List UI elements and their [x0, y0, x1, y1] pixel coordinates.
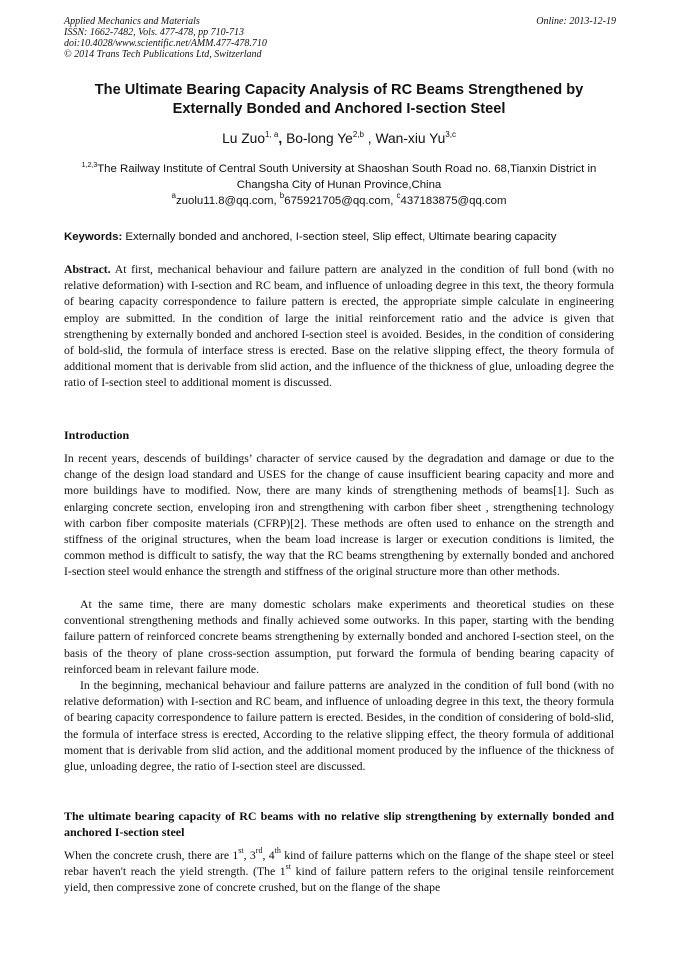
author-name: Bo-long Ye: [286, 131, 353, 146]
issn-line: ISSN: 1662-7482, Vols. 477-478, pp 710-713: [64, 27, 244, 38]
affiliation: [64, 158, 614, 193]
keywords: [64, 230, 624, 245]
journal-metadata: [64, 16, 267, 60]
copyright-line: © 2014 Trans Tech Publications Ltd, Switzerland: [64, 49, 262, 60]
text-run: , 4: [262, 849, 275, 862]
author-name: Wan-xiu Yu: [375, 131, 446, 146]
email-address[interactable]: zuolu11.8@qq.com: [175, 195, 274, 207]
online-date: Online: 2013-12-19: [536, 16, 616, 27]
text-run: When the concrete crush, there are 1: [64, 849, 239, 862]
abstract-text: At first, mechanical behaviour and failure pattern are analyzed in the condition of full bond (with no relative deformation) with I-section and RC beam, and influence of unloading degree in this text, the theory formula of bearing capacity correspondence to failure pattern is erected, the appropriate simple calculate in engineering employ are submitted. In the condition of large the initial reinforcement ratio and the advice is given that strengthening by externally bonded and anchored I-section steel is avoided. Besides, in the condition of considering of bold-slid, the formula of interface stress is erected. Base on the relative slipping effect, the theory formula of additional moment that is derivable from slid action, and the influence of the thickness of glue, unloading degree the ratio of I-section steel to additional moment is discussed.: [64, 263, 614, 390]
keywords-label: Keywords:: [64, 231, 123, 243]
ordinal-suffix: rd: [255, 846, 263, 855]
section-heading-introduction: Introduction: [64, 428, 130, 442]
paragraph: At the same time, there are many domestic scholars make experiments and theoretical studies on these conventional strengthening methods and finally achieved some outworks. In this paper, starting with the bending failure pattern of reinforced concrete beams strengthening by externally bonded and anchored I-section steel, on the basis of the theory of plane cross-section assumption, put forward the formula of bending bearing capacity of reinforced beam in relevant failure mode.: [64, 598, 614, 676]
ordinal-suffix: th: [274, 846, 281, 855]
section-heading-ultimate-bearing-capacity: The ultimate bearing capacity of RC beams with no relative slip strengthening by externally bonded and anchored I-section steel: [64, 809, 614, 839]
paper-title: The Ultimate Bearing Capacity Analysis of RC Beams Strengthened by Externally Bonded and Anchored I-section Steel: [94, 82, 584, 117]
ordinal-suffix: st: [285, 862, 292, 872]
text-run: kind of failure pattern refers to the original tensile reinforcement yield, then compressive zone of concrete crushed, but on the flange of the shape: [64, 865, 614, 895]
abstract: [64, 262, 614, 392]
ordinal-suffix: st: [238, 846, 244, 855]
email-mark: a: [171, 191, 176, 200]
author-list: [64, 130, 614, 148]
email-mark: b: [279, 191, 285, 200]
email-address[interactable]: 675921705@qq.com: [284, 195, 391, 207]
journal-name: Applied Mechanics and Materials: [64, 16, 200, 27]
paragraph: [64, 848, 614, 897]
affiliation-mark: 1,2,3: [81, 162, 98, 169]
author-affiliation-mark: 2,b: [352, 130, 364, 139]
keywords-text: Externally bonded and anchored, I-section steel, Slip effect, Ultimate bearing capacity: [125, 231, 557, 243]
email-mark: c: [396, 191, 401, 200]
email-address[interactable]: 437183875@qq.com: [400, 195, 507, 207]
text-run: kind of failure patterns which on the flange of the shape steel or steel rebar haven't reach the yield strength. (The 1: [64, 849, 615, 879]
affiliation-text: The Railway Institute of Central South University at Shaoshan South Road no. 68,Tianxin District in Changsha City of Hunan Province,China: [97, 163, 597, 191]
author-affiliation-mark: 1, a: [265, 130, 279, 139]
doi-line: doi:10.4028/www.scientific.net/AMM.477-478.710: [64, 38, 267, 49]
author-affiliation-mark: 3,c: [445, 130, 456, 139]
paragraph: In the beginning, mechanical behaviour and failure patterns are analyzed in the condition of full bond (with no relative deformation) with I-section and RC beam, and influence of unloading degree in this text, the theory formula of bearing capacity correspondence to failure pattern is erected. Besides, in the condition of considering of bold-slid, the formula of interface stress is erected, According to the relative slipping effect, the theory formula of additional moment that is derivable from slid action, and the additional moment produced by the influence of the thickness of glue, unloading degree, the ratio of I-section steel are discussed.: [64, 679, 614, 774]
author-separator: ,: [367, 131, 372, 146]
paragraph: In recent years, descends of buildings’ character of service caused by the degradation and damage or due to the change of the design load standard and USES for the change of cause insufficient bearing capacity and more and more buildings have to modified. Now, there are many kinds of strengthening methods of beams[1]. Such as enlarging concrete section, enveloping iron and strengthening with carbon fiber sheet , strengthening technology with carbon fiber composite materials (CFRP)[2]. These methods are often used to enhance on the strength and stiffness of the original structures, when the beam load increase is larger or execution conditions is limited, the common method is difficult to satisfy, the way that the RC beams strengthening by externally bonded and anchored I-section steel would enhance the strength and stiffness of the original structure more than other methods.: [64, 452, 614, 579]
abstract-label: Abstract.: [64, 263, 111, 276]
author-emails: $^a$zuolu11.8@qq.com, $^b$675921705@qq.com, $^c$437183875@qq.com: [171, 191, 507, 207]
author-name: Lu Zuo: [222, 131, 266, 146]
text-run: , 3: [243, 849, 256, 862]
author-separator: ,: [278, 131, 283, 146]
